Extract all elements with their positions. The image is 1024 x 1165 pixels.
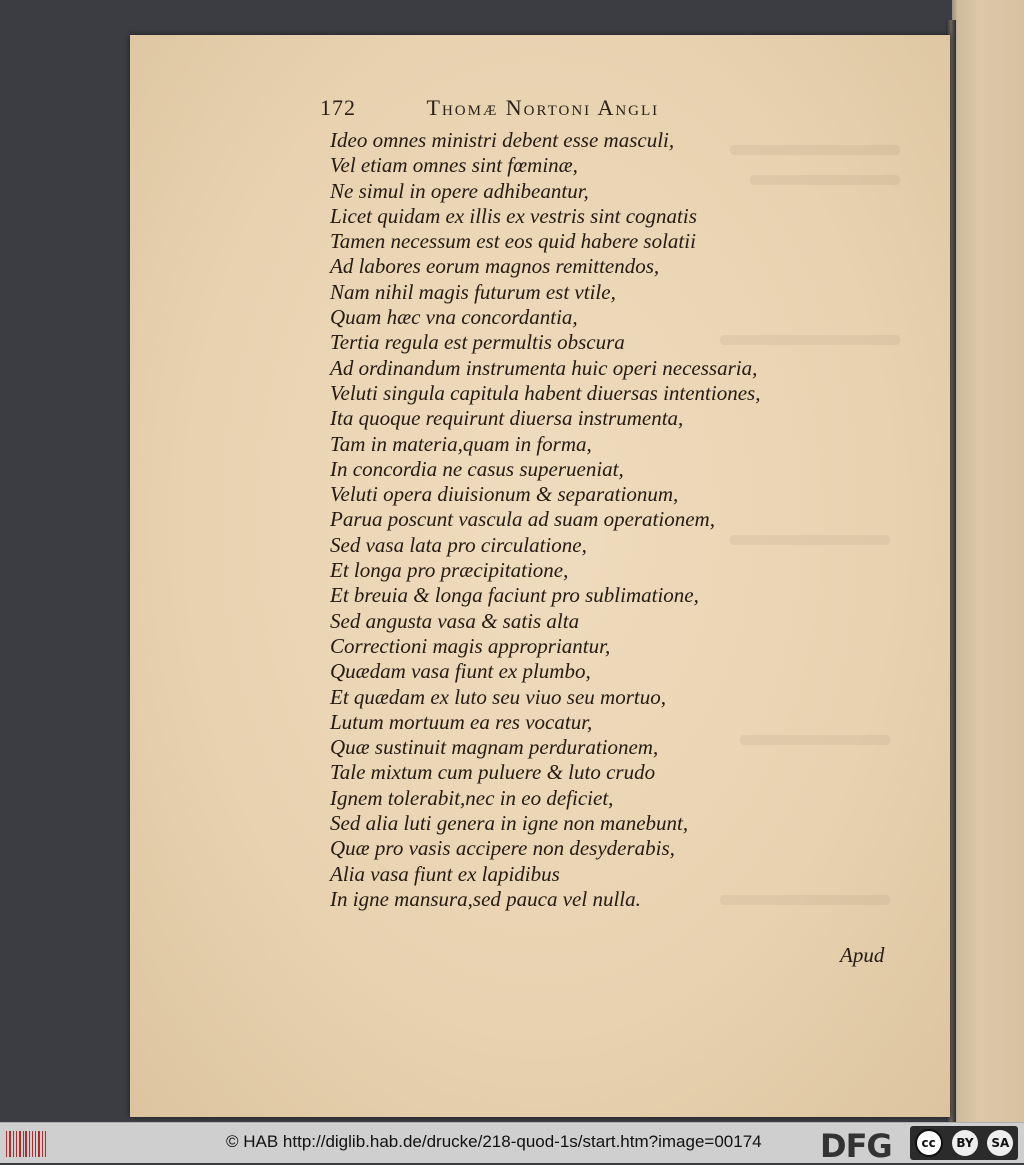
barcode-icon [6,1131,46,1157]
verse-line: In concordia ne casus superueniat, [330,456,624,481]
verse-line: Quæ sustinuit magnam perdurationem, [330,735,659,760]
adjacent-page-edge [952,0,1024,1122]
verse-line: Et quædam ex luto seu viuo seu mortuo, [330,684,666,709]
verse-line: Quædam vasa fiunt ex plumbo, [330,659,591,684]
verse-line: Alia vasa fiunt ex lapidibus [330,861,560,886]
verse-line: Vel etiam omnes sint fœminæ, [330,153,578,178]
verse-line: Quam hæc vna concordantia, [330,305,578,330]
verse-line: Licet quidam ex illis ex vestris sint cognatis [330,203,697,228]
verse-line: Correctioni magis appropriantur, [330,633,611,658]
verse-line: Veluti singula capitula habent diuersas intentiones, [330,380,761,405]
verse-line: Et breuia & longa faciunt pro sublimatione, [330,583,699,608]
verse-line: Tale mixtum cum puluere & luto crudo [330,760,656,785]
running-head [320,95,659,121]
verse-line: Sed angusta vasa & satis alta [330,608,580,633]
verse-line: Ignem tolerabit,nec in eo deficiet, [330,785,614,810]
verse-line: Veluti opera diuisionum & separationum, [330,482,679,507]
verse-line: Quæ pro vasis accipere non desyderabis, [330,836,675,861]
copyright-link[interactable]: © HAB http://diglib.hab.de/drucke/218-quod-1s/start.htm?image=00174 [226,1132,762,1151]
cc-license-badge[interactable] [910,1126,1018,1160]
verse-line: Tam in materia,quam in forma, [330,431,592,456]
verse-line: Ad ordinandum instrumenta huic operi necessaria, [330,355,758,380]
verse-line: Tertia regula est permultis obscura [330,330,625,355]
verse-line: Et longa pro præcipitatione, [330,558,569,583]
sa-icon: SA [987,1130,1013,1156]
verse-line: Nam nihil magis futurum est vtile, [330,279,616,304]
catchword: Apud [840,943,885,967]
verse-line: Ne simul in opere adhibeantur, [330,178,589,203]
running-title: Thomæ Nortoni Angli [426,95,660,120]
verse-text [330,128,870,912]
verse-line: Lutum mortuum ea res vocatur, [330,709,593,734]
verse-line: Sed vasa lata pro circulatione, [330,532,587,557]
verse-line: Ideo omnes ministri debent esse masculi, [330,128,675,152]
verse-line: Ita quoque requirunt diuersa instrumenta, [330,406,684,431]
verse-line: In igne mansura,sed pauca vel nulla. [330,886,641,911]
by-icon: BY [952,1130,978,1156]
page-number: 172 [320,95,356,120]
footer-bar [0,1122,1024,1163]
cc-icon: cc [915,1129,943,1157]
verse-line: Sed alia luti genera in igne non manebunt, [330,811,689,836]
dfg-logo[interactable]: DFG [820,1127,892,1165]
verse-line: Ad labores eorum magnos remittendos, [330,254,660,279]
verse-line: Parua poscunt vascula ad suam operationem, [330,507,715,532]
verse-line: Tamen necessum est eos quid habere solatii [330,229,696,254]
